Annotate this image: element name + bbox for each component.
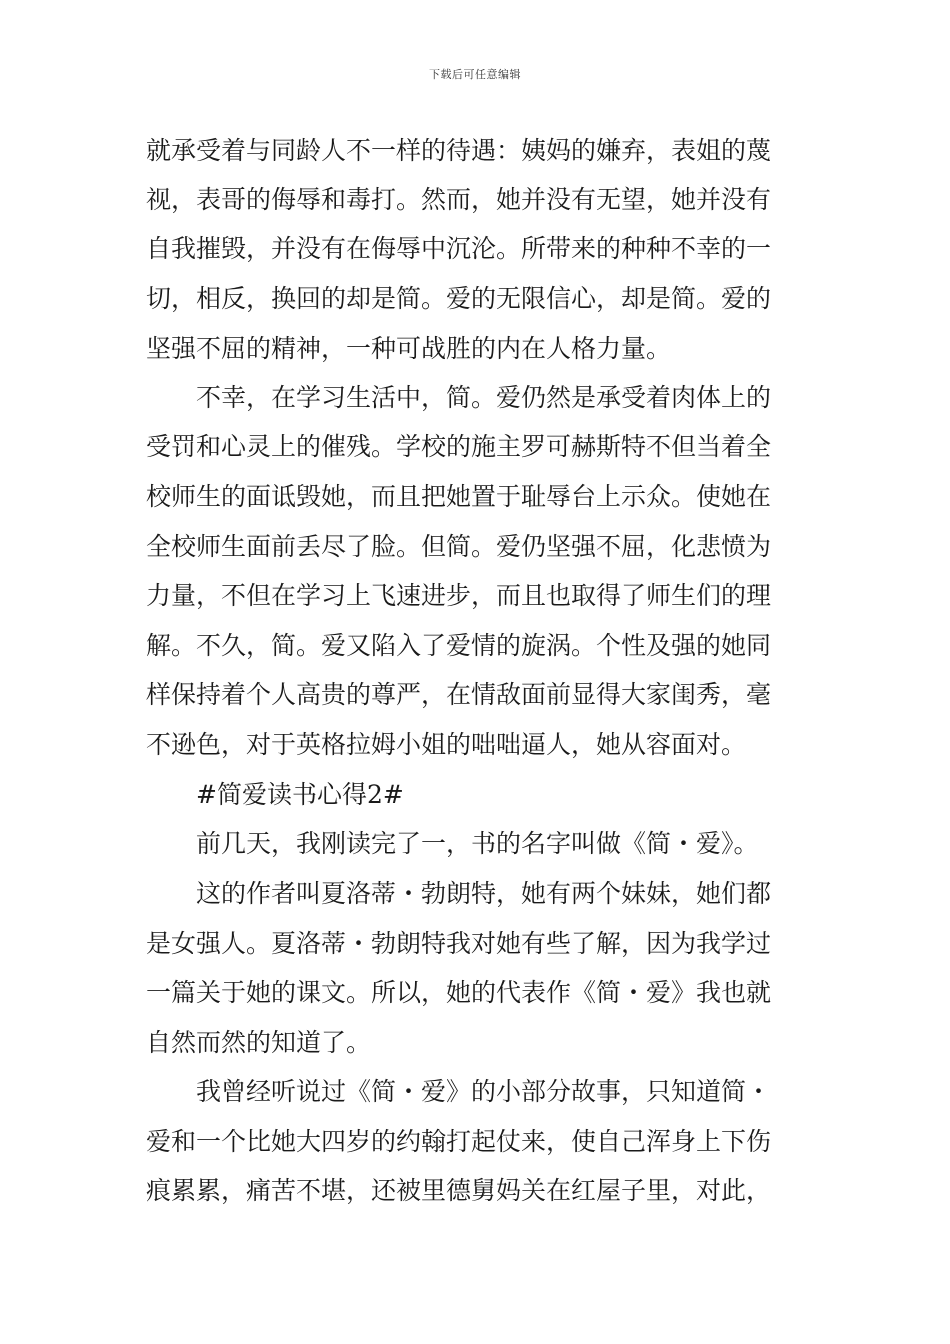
text-line: 受罚和心灵上的催残。学校的施主罗可赫斯特不但当着全 (146, 432, 772, 461)
text-line: 不逊色，对于英格拉姆小姐的咄咄逼人，她从容面对。 (146, 730, 747, 759)
text-line: 我曾经听说过《简・爱》的小部分故事，只知道简・ (196, 1077, 772, 1106)
text-line: 是女强人。夏洛蒂・勃朗特我对她有些了解，因为我学过 (146, 929, 772, 958)
text-line: 不幸，在学习生活中，简。爱仍然是承受着肉体上的 (196, 383, 772, 412)
text-line: 校师生的面诋毁她，而且把她置于耻辱台上示众。使她在 (146, 482, 772, 511)
text-line: 前几天，我刚读完了一，书的名字叫做《简・爱》。 (196, 829, 759, 858)
text-line: 这的作者叫夏洛蒂・勃朗特，她有两个妹妹，她们都 (196, 879, 772, 908)
text-line: 一篇关于她的课文。所以，她的代表作《简・爱》我也就 (146, 978, 772, 1007)
text-line: 切，相反，换回的却是简。爱的无限信心，却是简。爱的 (146, 284, 772, 313)
text-line: 就承受着与同龄人不一样的待遇：姨妈的嫌弃，表姐的蔑 (146, 136, 772, 165)
text-line: 视，表哥的侮辱和毒打。然而，她并没有无望，她并没有 (146, 185, 772, 214)
text-line: 力量，不但在学习上飞速进步，而且也取得了师生们的理 (146, 581, 772, 610)
text-line: 全校师生面前丢尽了脸。但简。爱仍坚强不屈，化悲愤为 (146, 532, 772, 561)
page-header: 下载后可任意编辑 (429, 68, 521, 81)
text-line: 自我摧毁，并没有在侮辱中沉沦。所带来的种种不幸的一 (146, 234, 772, 263)
text-line: 爱和一个比她大四岁的约翰打起仗来，使自己浑身上下伤 (146, 1127, 772, 1156)
text-line: 痕累累，痛苦不堪，还被里德舅妈关在红屋子里，对此， (146, 1176, 772, 1205)
text-line: 解。不久，简。爱又陷入了爱情的旋涡。个性及强的她同 (146, 631, 772, 660)
section-heading: #简爱读书心得2# (196, 780, 404, 809)
text-line: 坚强不屈的精神，一种可战胜的内在人格力量。 (146, 334, 672, 363)
text-line: 样保持着个人高贵的尊严，在情敌面前显得大家闺秀，毫 (146, 680, 772, 709)
text-line: 自然而然的知道了。 (146, 1028, 372, 1057)
